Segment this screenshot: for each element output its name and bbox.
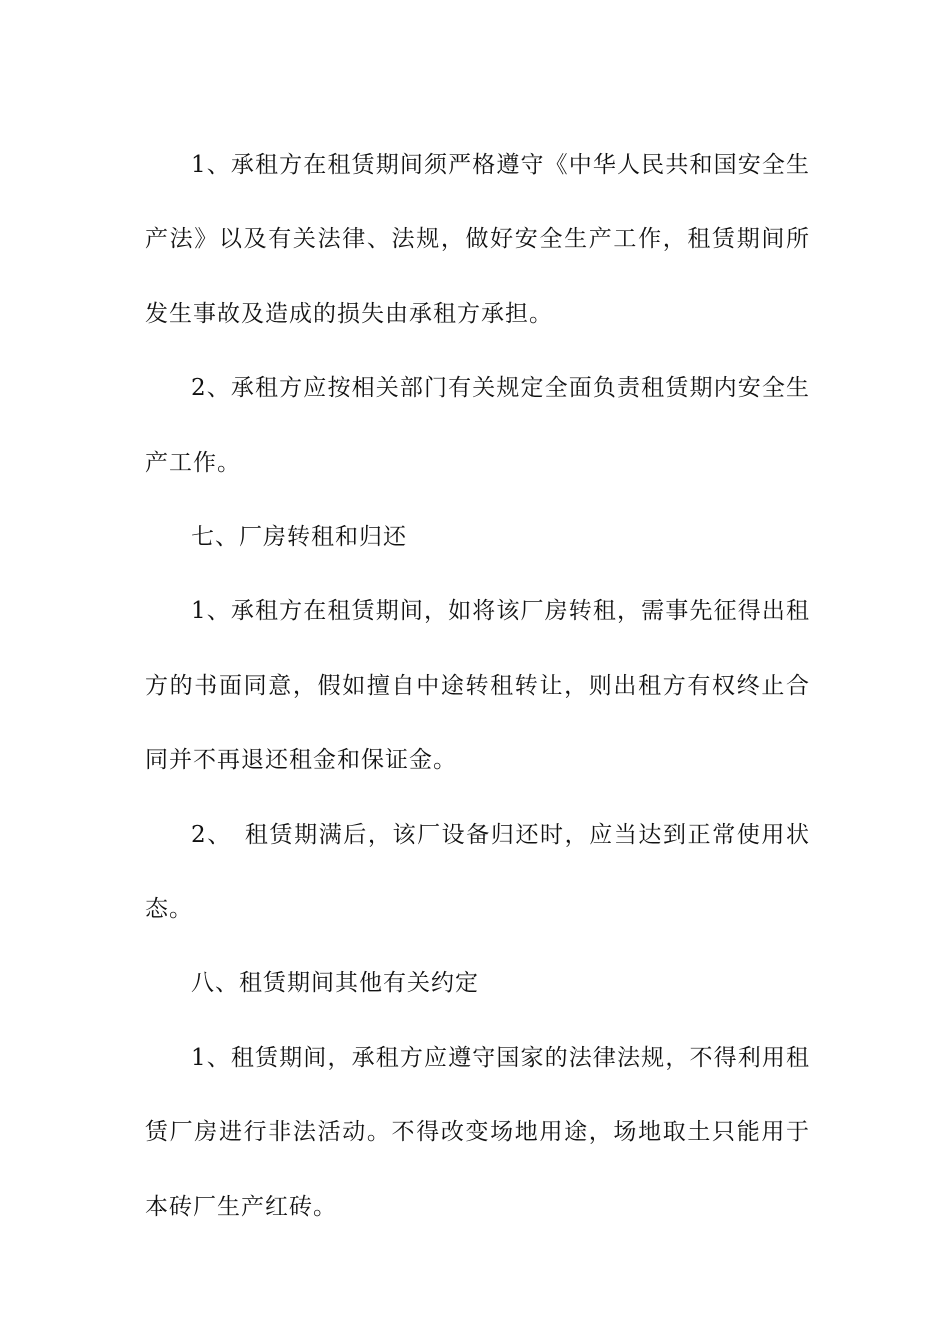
paragraph-return-condition: 2、 租赁期满后，该厂设备归还时，应当达到正常使用状态。 [145, 821, 810, 923]
section-heading-sublease: 七、厂房转租和归还 [191, 524, 407, 551]
paragraph-safety-law: 1、承租方在租赁期间须严格遵守《中华人民共和国安全生产法》以及有关法律、法规，做好安全生产工作，租赁期间所发生事故及造成的损失由承租方承担。 [145, 152, 810, 327]
paragraph-legal-use: 1、租赁期间，承租方应遵守国家的法律法规，不得利用租赁厂房进行非法活动。不得改变场地用途，场地取土只能用于本砖厂生产红砖。 [145, 1044, 810, 1220]
paragraph-safety-responsibility: 2、承租方应按相关部门有关规定全面负责租赁期内安全生产工作。 [145, 375, 810, 476]
paragraph-sublease-consent: 1、承租方在租赁期间，如将该厂房转租，需事先征得出租方的书面同意，假如擅自中途转租转让，则出租方有权终止合同并不再退还租金和保证金。 [145, 598, 810, 774]
section-heading-other-agreements: 八、租赁期间其他有关约定 [191, 970, 479, 997]
document-page [145, 128, 810, 1244]
